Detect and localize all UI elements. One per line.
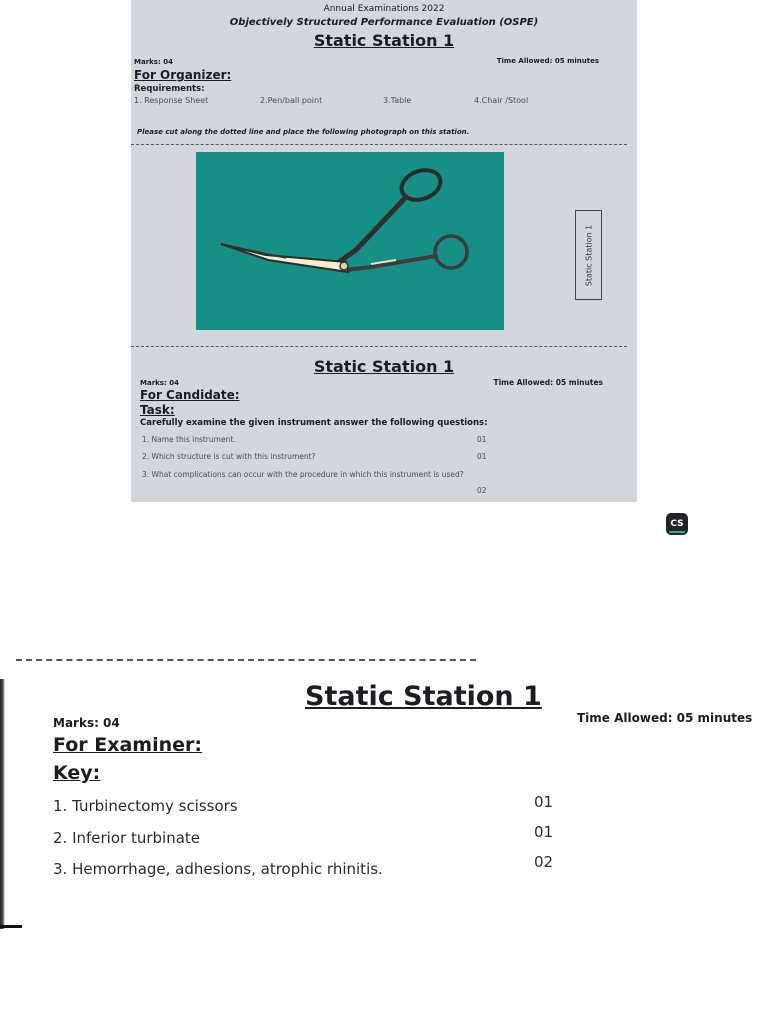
question-marks: 01	[477, 435, 487, 444]
scissors-icon	[196, 152, 504, 330]
paper-edge	[0, 925, 22, 928]
answer-item: 1. Turbinectomy scissors	[53, 797, 238, 815]
cut-line	[131, 346, 627, 347]
answer-item: 2. Inferior turbinate	[53, 829, 201, 847]
marks-label: Marks: 04	[140, 379, 179, 387]
marks-label: Marks: 04	[53, 716, 120, 730]
cut-line	[131, 144, 627, 145]
cut-instruction: Please cut along the dotted line and place the following photograph on this station.	[137, 128, 470, 136]
requirement-item: 3.Table	[383, 96, 412, 105]
task-instruction: Carefully examine the given instrument answer the following questions:	[140, 418, 488, 428]
question-marks: 02	[477, 486, 487, 495]
requirements-heading: Requirements:	[134, 84, 205, 94]
station-title: Static Station 1	[305, 681, 542, 712]
marks-label: Marks: 04	[134, 58, 173, 66]
answer-marks: 01	[534, 823, 554, 841]
examiner-sheet	[0, 655, 768, 935]
task-heading: Task:	[140, 403, 175, 417]
station-side-label: Static Station 1	[575, 210, 602, 300]
organizer-heading: For Organizer:	[134, 68, 232, 82]
station-sheet	[131, 0, 637, 502]
time-allowed-label: Time Allowed: 05 minutes	[496, 57, 599, 65]
station-title: Static Station 1	[313, 31, 455, 50]
station-title: Static Station 1	[313, 357, 455, 376]
cut-line	[16, 659, 476, 661]
time-allowed-label: Time Allowed: 05 minutes	[493, 378, 603, 387]
ospe-title: Objectively Structured Performance Evaluation (OSPE)	[229, 17, 539, 28]
exam-title: Annual Examinations 2022	[323, 4, 445, 14]
camscanner-logo-icon: CS	[666, 513, 688, 535]
requirement-item: 2.Pen/ball point	[260, 96, 323, 105]
requirement-item: 1. Response Sheet	[134, 96, 209, 105]
examiner-heading: For Examiner:	[53, 734, 202, 756]
answer-item: 3. Hemorrhage, adhesions, atrophic rhinitis.	[53, 860, 383, 878]
requirement-item: 4.Chair /Stool	[474, 96, 529, 105]
paper-edge	[0, 679, 5, 929]
question-item: 3. What complications can occur with the procedure in which this instrument is used?	[142, 470, 464, 479]
candidate-heading: For Candidate:	[140, 388, 240, 402]
answer-marks: 02	[534, 853, 554, 871]
instrument-photo	[196, 152, 504, 330]
key-heading: Key:	[53, 762, 101, 784]
question-item: 1. Name this instrument.	[142, 435, 236, 444]
question-marks: 01	[477, 452, 487, 461]
question-item: 2. Which structure is cut with this instrument?	[142, 452, 316, 461]
time-allowed-label: Time Allowed: 05 minutes	[577, 711, 753, 725]
answer-marks: 01	[534, 793, 554, 811]
